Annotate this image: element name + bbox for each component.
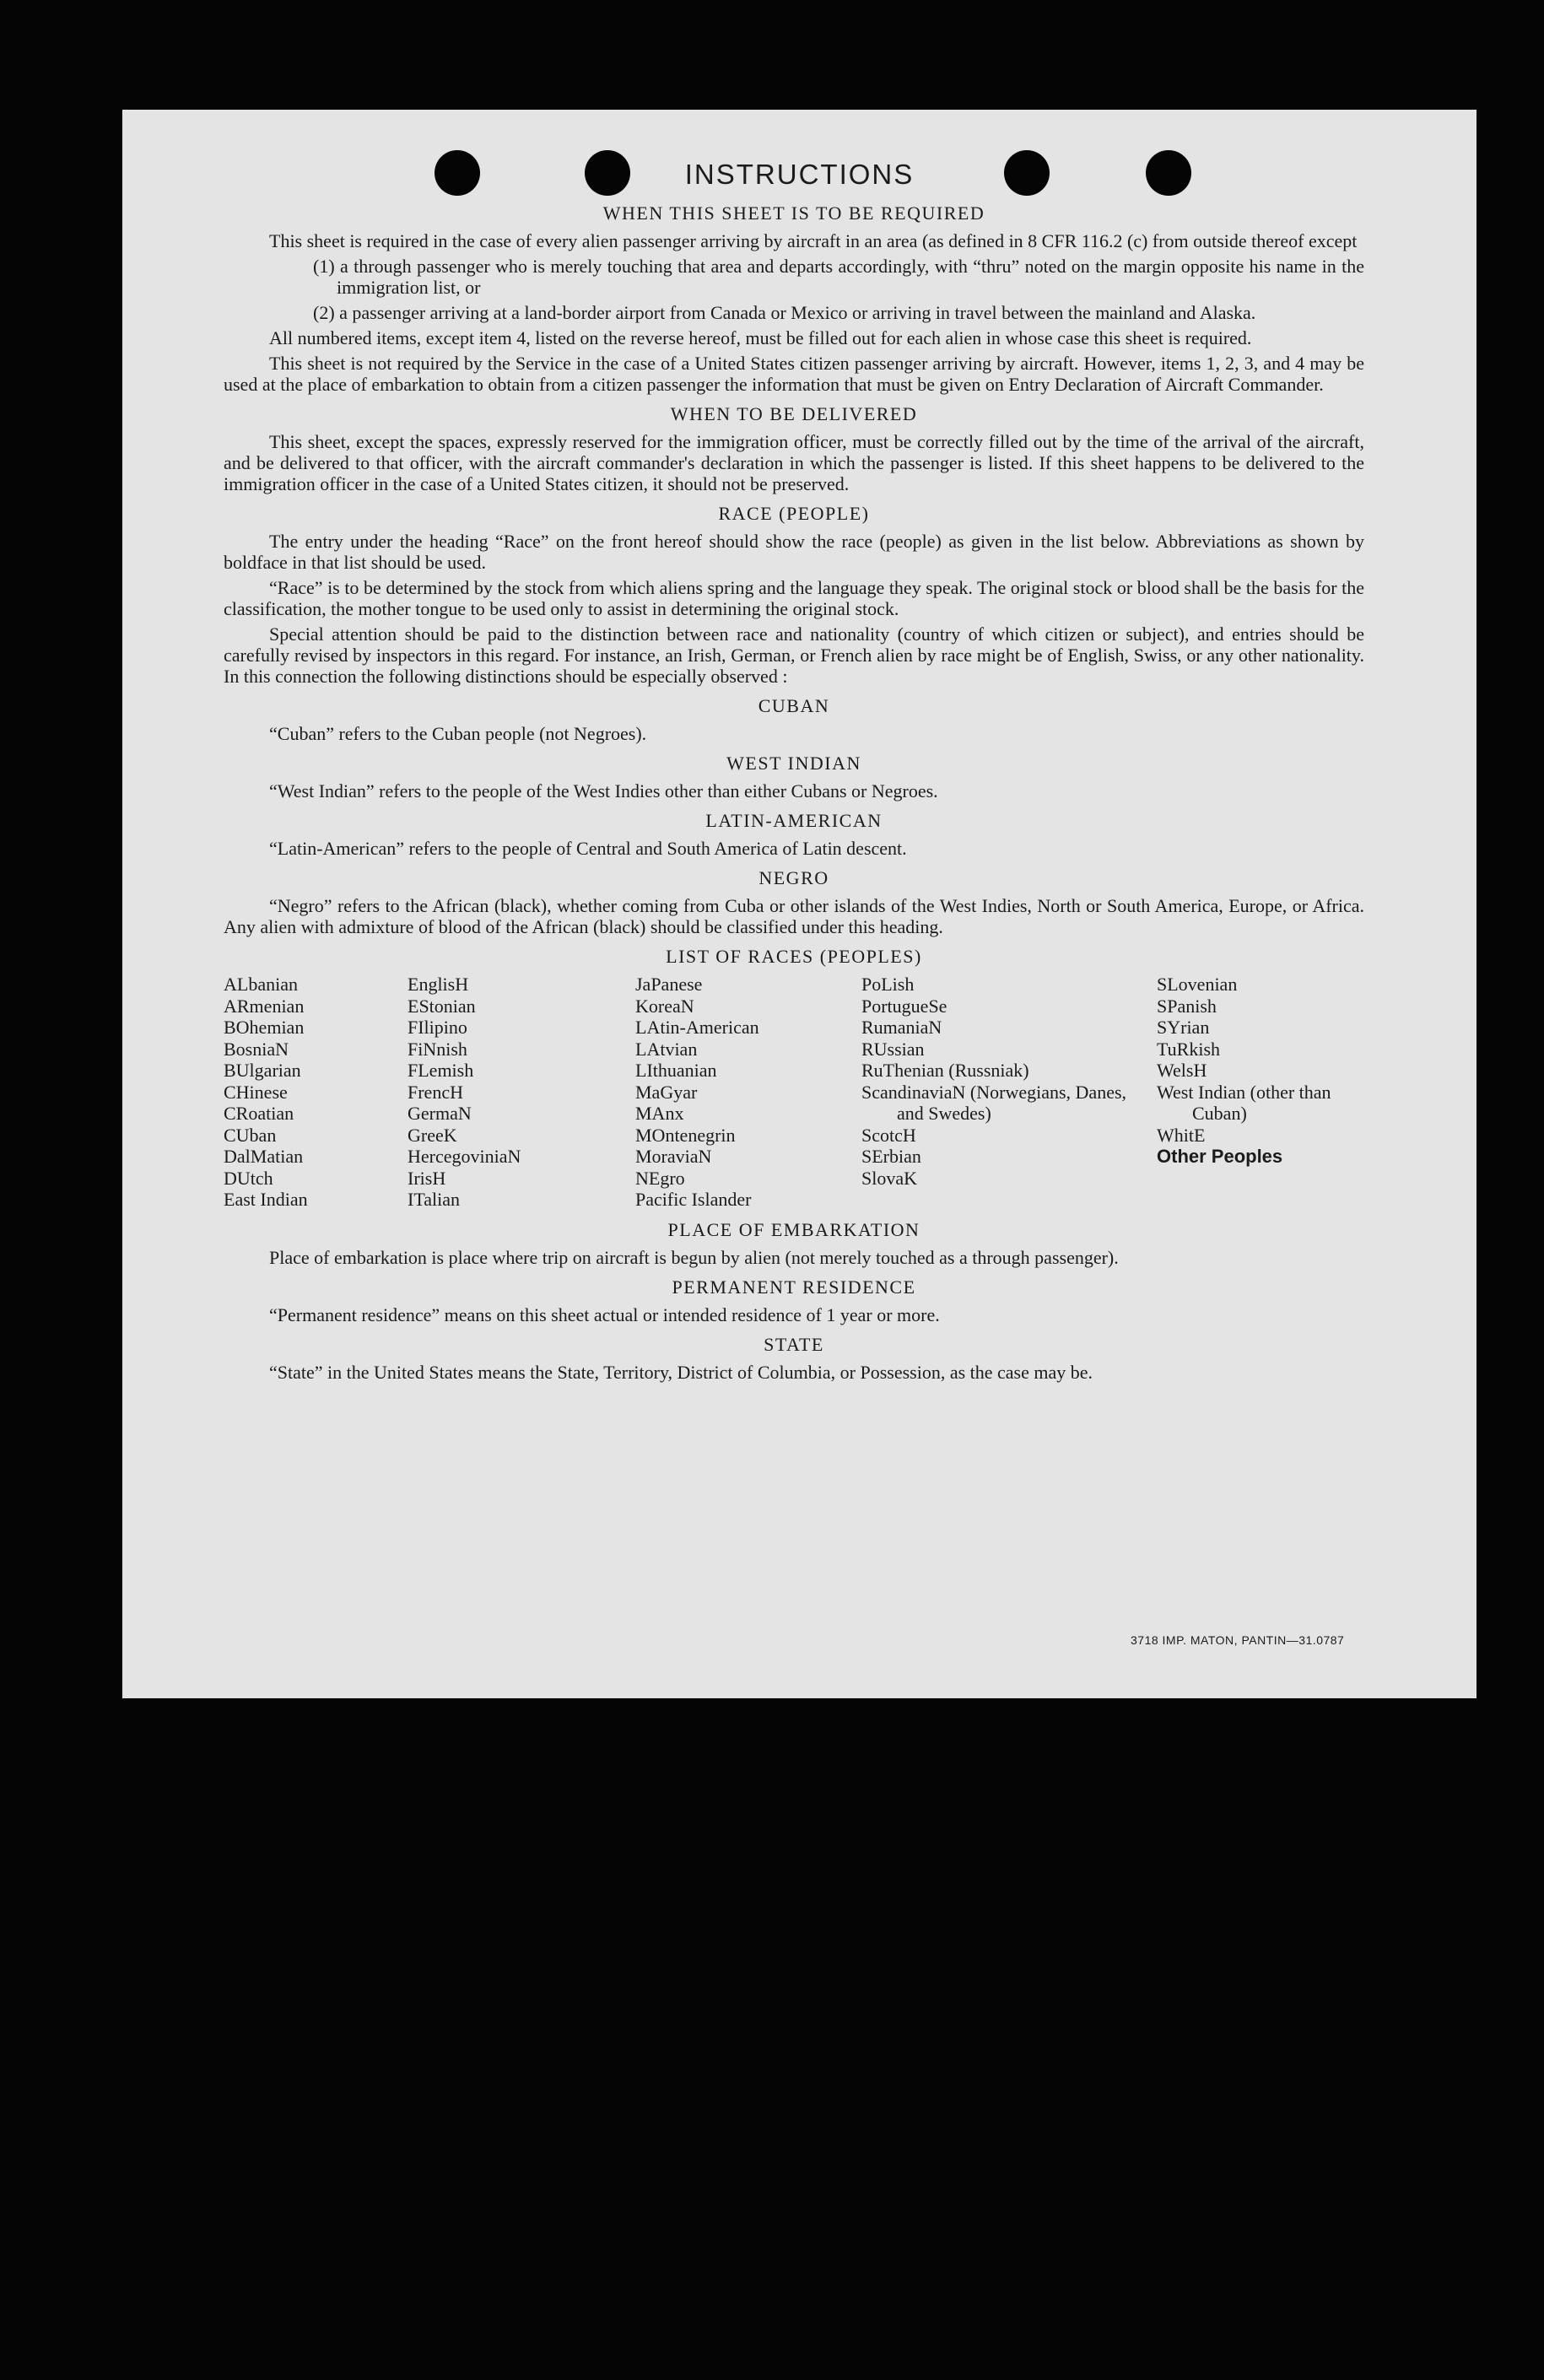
race-item: NEgro xyxy=(635,1167,685,1189)
races-column xyxy=(635,974,861,1211)
race-item: SLovenian xyxy=(1157,974,1238,995)
race-item: BUlgarian xyxy=(224,1060,301,1081)
paragraph: “West Indian” refers to the people of the West Indies other than either Cubans or Negroes. xyxy=(269,780,938,801)
race-item: ALbanian xyxy=(224,974,298,995)
heading-permanent-residence: PERMANENT RESIDENCE xyxy=(672,1276,916,1298)
paragraph: The entry under the heading “Race” on the front hereof should show the race (people) as given in the list below. Abbreviations as shown by boldface in that list should be used. xyxy=(224,531,1364,573)
race-item: WelsH xyxy=(1157,1060,1207,1081)
race-item: GermaN xyxy=(408,1103,472,1124)
race-item: FiNnish xyxy=(408,1038,467,1060)
paragraph: “Negro” refers to the African (black), whether coming from Cuba or other islands of the West Indies, North or South America, Europe, or Africa. Any alien with admixture of blood of the African (black) should be classified under this heading. xyxy=(224,895,1364,937)
race-item: BOhemian xyxy=(224,1017,305,1038)
races-column xyxy=(408,974,635,1211)
race-item: FIlipino xyxy=(408,1017,467,1038)
race-item: EnglisH xyxy=(408,974,469,995)
race-item: JaPanese xyxy=(635,974,703,995)
exception-item: (2) a passenger arriving at a land-border airport from Canada or Mexico or arriving in travel between the mainland and Alaska. xyxy=(313,302,1256,323)
instruction-sheet xyxy=(122,110,1477,1698)
race-item: CUban xyxy=(224,1124,277,1146)
race-item: WhitE xyxy=(1157,1124,1206,1146)
heading-when-delivered: WHEN TO BE DELIVERED xyxy=(670,403,918,424)
race-item: ITalian xyxy=(408,1189,460,1210)
race-item: CHinese xyxy=(224,1081,288,1103)
heading-embarkation: PLACE OF EMBARKATION xyxy=(667,1218,920,1240)
heading-race: RACE (PEOPLE) xyxy=(718,503,870,524)
paragraph: Special attention should be paid to the distinction between race and nationality (country of which citizen or subject), and entries should be carefully revised by inspectors in this regard. For instance, an Irish, German, or French alien by race might be of English, Swiss, or any other nationality. In this connection the following distinctions should be especially observed : xyxy=(224,623,1364,687)
race-item: East Indian xyxy=(224,1189,308,1210)
races-column xyxy=(861,974,1157,1211)
race-item: Pacific Islander xyxy=(635,1189,752,1210)
race-item: MAnx xyxy=(635,1103,684,1124)
race-item: PortugueSe xyxy=(861,995,947,1017)
printer-mark: 3718 IMP. MATON, PANTIN—31.0787 xyxy=(1131,1633,1345,1647)
heading-list-of-races: LIST OF RACES (PEOPLES) xyxy=(666,946,922,967)
exception-item: (1) a through passenger who is merely touching that area and departs accordingly, with “thru” noted on the margin opposite his name in the immigration list, or xyxy=(313,256,1364,298)
heading-state: STATE xyxy=(764,1333,824,1355)
heading-when-required: WHEN THIS SHEET IS TO BE REQUIRED xyxy=(602,202,985,224)
race-item: SErbian xyxy=(861,1146,921,1167)
race-item: FLemish xyxy=(408,1060,474,1081)
race-item: IrisH xyxy=(408,1167,446,1189)
paragraph: “Cuban” refers to the Cuban people (not Negroes). xyxy=(269,723,647,744)
race-item: RUssian xyxy=(861,1038,925,1060)
race-item: EStonian xyxy=(408,995,476,1017)
race-item: CRoatian xyxy=(224,1103,294,1124)
race-item: RumaniaN xyxy=(861,1017,942,1038)
paragraph: “Permanent residence” means on this sheet actual or intended residence of 1 year or more. xyxy=(269,1303,940,1325)
races-column xyxy=(224,974,408,1211)
race-item: MoraviaN xyxy=(635,1146,712,1167)
race-item: BosniaN xyxy=(224,1038,289,1060)
races-list xyxy=(224,974,1364,1211)
race-item: ScotcH xyxy=(861,1124,916,1146)
race-item: LIthuanian xyxy=(635,1060,717,1081)
race-item: Other Peoples xyxy=(1157,1146,1283,1167)
race-item: West Indian (other than Cuban) xyxy=(1157,1081,1331,1124)
race-item: SlovaK xyxy=(861,1167,917,1189)
heading-negro: NEGRO xyxy=(759,867,829,888)
paragraph: “Latin-American” refers to the people of Central and South America of Latin descent. xyxy=(269,838,907,859)
heading-latin-american: LATIN-AMERICAN xyxy=(705,810,883,831)
race-item: GreeK xyxy=(408,1124,457,1146)
paragraph: Place of embarkation is place where trip on aircraft is begun by alien (not merely touched as a through passenger). xyxy=(269,1246,1119,1268)
race-item: LAtvian xyxy=(635,1038,698,1060)
paragraph: This sheet, except the spaces, expressly reserved for the immigration officer, must be correctly filled out by the time of the arrival of the aircraft, and be delivered to that officer, with the aircraft commander's declaration in which the passenger is listed. If this sheet happens to be delivered to the immigration officer in the case of a United States citizen, it should not be preserved. xyxy=(224,431,1364,494)
heading-west-indian: WEST INDIAN xyxy=(726,753,861,774)
paragraph: This sheet is required in the case of every alien passenger arriving by aircraft in an area (as defined in 8 CFR 116.2 (c) from outside thereof except xyxy=(269,230,1358,251)
paragraph: “State” in the United States means the State, Territory, District of Columbia, or Possession, as the case may be. xyxy=(269,1361,1093,1383)
race-item: SYrian xyxy=(1157,1017,1210,1038)
race-item: KoreaN xyxy=(635,995,694,1017)
paragraph: All numbered items, except item 4, listed on the reverse hereof, must be filled out for each alien in whose case this sheet is required. xyxy=(269,327,1252,348)
race-item: DalMatian xyxy=(224,1146,304,1167)
race-item: ARmenian xyxy=(224,995,305,1017)
race-item: SPanish xyxy=(1157,995,1217,1017)
race-item: TuRkish xyxy=(1157,1038,1221,1060)
race-item: MOntenegrin xyxy=(635,1124,736,1146)
instructions-body xyxy=(224,202,1364,1387)
race-item: DUtch xyxy=(224,1167,273,1189)
race-item: PoLish xyxy=(861,974,915,995)
race-item: FrencH xyxy=(408,1081,463,1103)
race-item: HercegoviniaN xyxy=(408,1146,521,1167)
races-column xyxy=(1157,974,1364,1211)
race-item: LAtin-American xyxy=(635,1017,759,1038)
page-title: INSTRUCTIONS xyxy=(684,159,915,190)
heading-cuban: CUBAN xyxy=(758,695,830,716)
race-item: RuThenian (Russniak) xyxy=(861,1060,1029,1081)
race-item: MaGyar xyxy=(635,1081,698,1103)
race-item: ScandinaviaN (Norwegians, Danes, and Swedes) xyxy=(861,1081,1127,1124)
paragraph: “Race” is to be determined by the stock from which aliens spring and the language they speak. The original stock or blood shall be the basis for the classification, the mother tongue to be used only to assist in determining the original stock. xyxy=(224,577,1364,619)
paragraph: This sheet is not required by the Service in the case of a United States citizen passenger arriving by aircraft. However, items 1, 2, 3, and 4 may be used at the place of embarkation to obtain from a citizen passenger the information that must be given on Entry Declaration of Aircraft Commander. xyxy=(224,353,1364,395)
